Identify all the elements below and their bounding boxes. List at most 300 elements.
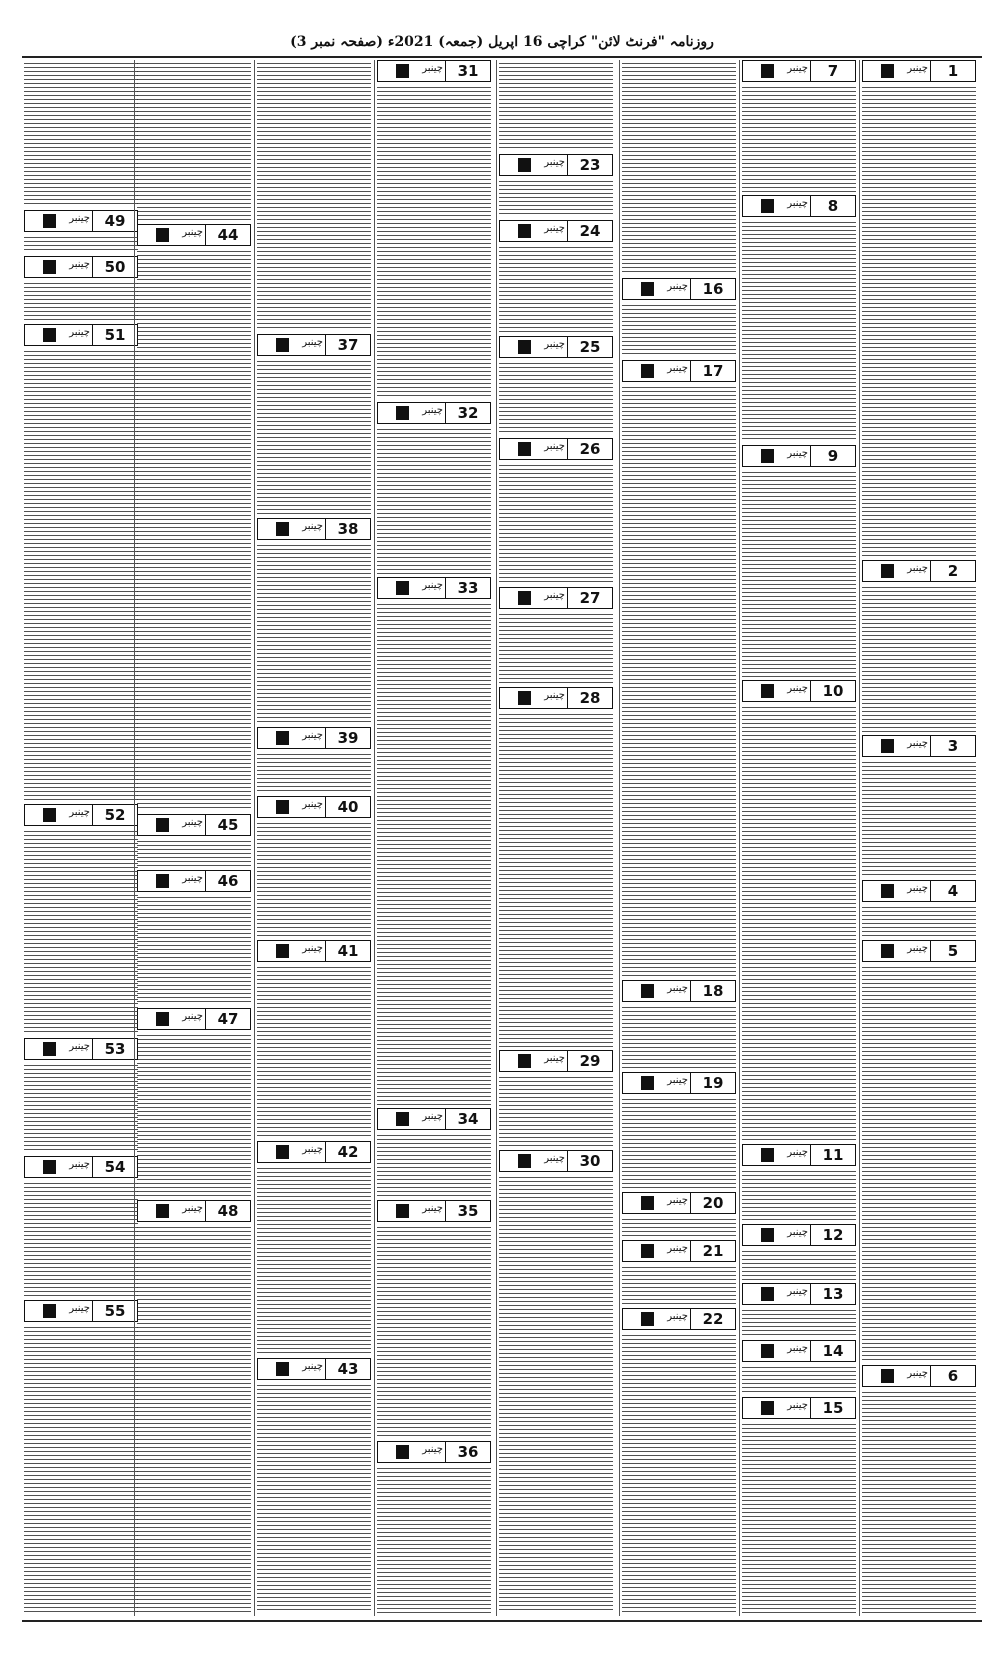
section-label: چینبر <box>182 1203 203 1214</box>
article-header-30 <box>499 1150 613 1172</box>
article-number: 25 <box>567 336 613 358</box>
article-header-35 <box>377 1200 491 1222</box>
top-rule <box>22 56 982 58</box>
article-number: 7 <box>810 60 856 82</box>
article-header-bar <box>622 1072 690 1094</box>
article-text <box>137 1035 251 1197</box>
article-number: 48 <box>205 1200 251 1222</box>
article-header-bar <box>862 880 930 902</box>
article-header-46 <box>137 870 251 892</box>
article-header-bar <box>257 940 325 962</box>
section-label: چینبر <box>302 1144 323 1155</box>
section-label: چینبر <box>302 730 323 741</box>
header-black-block <box>518 591 531 605</box>
article-header-16 <box>622 278 736 300</box>
article-text <box>257 754 371 793</box>
article-header-bar <box>377 1108 445 1130</box>
section-label: چینبر <box>69 213 90 224</box>
article-header-bar <box>622 1192 690 1214</box>
article-number: 30 <box>567 1150 613 1172</box>
header-black-block <box>761 1344 774 1358</box>
article-header-11 <box>742 1144 856 1166</box>
header-black-block <box>156 818 169 832</box>
article-text <box>377 1468 491 1613</box>
header-black-block <box>156 228 169 242</box>
article-header-bar <box>257 727 325 749</box>
article-text <box>377 1135 491 1197</box>
header-black-block <box>761 1148 774 1162</box>
article-number: 46 <box>205 870 251 892</box>
article-header-21 <box>622 1240 736 1262</box>
article-header-bar <box>499 336 567 358</box>
article-text <box>257 967 371 1138</box>
article-number: 50 <box>92 256 138 278</box>
column-separator <box>374 60 375 1616</box>
section-label: چینبر <box>69 1159 90 1170</box>
article-header-41 <box>257 940 371 962</box>
section-label: چینبر <box>907 738 928 749</box>
article-header-bar <box>622 980 690 1002</box>
article-text <box>862 587 976 732</box>
section-label: چینبر <box>302 521 323 532</box>
article-header-bar <box>257 796 325 818</box>
section-label: چینبر <box>422 1203 443 1214</box>
article-text <box>862 87 976 557</box>
article-text <box>499 614 613 684</box>
article-text <box>499 181 613 217</box>
article-header-bar <box>377 402 445 424</box>
section-label: چینبر <box>544 441 565 452</box>
article-header-bar <box>24 210 92 232</box>
section-label: چینبر <box>667 1311 688 1322</box>
header-black-block <box>518 340 531 354</box>
article-header-bar <box>622 360 690 382</box>
article-text <box>24 63 138 207</box>
article-header-bar <box>622 1308 690 1330</box>
section-label: چینبر <box>69 259 90 270</box>
article-number: 6 <box>930 1365 976 1387</box>
article-number: 9 <box>810 445 856 467</box>
article-number: 13 <box>810 1283 856 1305</box>
article-header-42 <box>257 1141 371 1163</box>
article-number: 17 <box>690 360 736 382</box>
section-label: چینبر <box>907 883 928 894</box>
header-black-block <box>43 1160 56 1174</box>
article-header-bar <box>742 1340 810 1362</box>
article-header-bar <box>377 60 445 82</box>
header-black-block <box>761 1228 774 1242</box>
article-header-bar <box>24 324 92 346</box>
column-separator <box>134 60 135 1616</box>
article-number: 8 <box>810 195 856 217</box>
article-header-40 <box>257 796 371 818</box>
section-label: چینبر <box>907 943 928 954</box>
header-black-block <box>881 1369 894 1383</box>
section-label: چینبر <box>69 1303 90 1314</box>
article-number: 22 <box>690 1308 736 1330</box>
article-number: 15 <box>810 1397 856 1419</box>
header-black-block <box>641 984 654 998</box>
section-label: چینبر <box>907 563 928 574</box>
article-header-52 <box>24 804 138 826</box>
article-number: 12 <box>810 1224 856 1246</box>
header-black-block <box>641 1312 654 1326</box>
article-header-7 <box>742 60 856 82</box>
article-text <box>137 63 251 221</box>
article-header-33 <box>377 577 491 599</box>
article-header-bar <box>742 1397 810 1419</box>
column-separator <box>254 60 255 1616</box>
article-header-26 <box>499 438 613 460</box>
article-text <box>742 1310 856 1337</box>
article-header-bar <box>742 445 810 467</box>
header-black-block <box>43 808 56 822</box>
header-black-block <box>396 64 409 78</box>
header-black-block <box>276 800 289 814</box>
article-number: 43 <box>325 1358 371 1380</box>
article-header-bar <box>499 220 567 242</box>
section-label: چینبر <box>787 63 808 74</box>
article-header-bar <box>742 195 810 217</box>
article-text <box>257 63 371 331</box>
article-header-15 <box>742 1397 856 1419</box>
section-label: چینبر <box>182 227 203 238</box>
article-number: 28 <box>567 687 613 709</box>
article-header-8 <box>742 195 856 217</box>
article-header-37 <box>257 334 371 356</box>
article-text <box>257 545 371 724</box>
header-black-block <box>761 684 774 698</box>
section-label: چینبر <box>544 690 565 701</box>
section-label: چینبر <box>69 327 90 338</box>
header-black-block <box>518 442 531 456</box>
article-header-bar <box>24 1156 92 1178</box>
article-text <box>24 831 138 1035</box>
article-text <box>622 1099 736 1189</box>
masthead: روزنامہ "فرنٹ لائن" کراچی 16 اپریل (جمعہ) 2021ء (صفحہ نمبر 3) <box>290 34 714 50</box>
header-black-block <box>518 158 531 172</box>
article-number: 44 <box>205 224 251 246</box>
article-header-29 <box>499 1050 613 1072</box>
section-label: چینبر <box>787 683 808 694</box>
header-black-block <box>156 874 169 888</box>
header-black-block <box>518 691 531 705</box>
article-header-bar <box>742 1283 810 1305</box>
article-text <box>257 1385 371 1613</box>
article-text <box>742 707 856 1141</box>
article-header-45 <box>137 814 251 836</box>
section-label: چینبر <box>667 281 688 292</box>
article-text <box>742 1171 856 1221</box>
section-label: چینبر <box>544 157 565 168</box>
section-label: چینبر <box>544 223 565 234</box>
article-number: 5 <box>930 940 976 962</box>
article-number: 2 <box>930 560 976 582</box>
article-header-bar <box>257 1358 325 1380</box>
article-header-49 <box>24 210 138 232</box>
article-header-12 <box>742 1224 856 1246</box>
article-header-bar <box>257 334 325 356</box>
section-label: چینبر <box>69 1041 90 1052</box>
article-header-2 <box>862 560 976 582</box>
article-header-53 <box>24 1038 138 1060</box>
section-label: چینبر <box>544 339 565 350</box>
header-black-block <box>761 1401 774 1415</box>
section-label: چینبر <box>69 807 90 818</box>
article-header-24 <box>499 220 613 242</box>
article-header-bar <box>24 256 92 278</box>
article-text <box>257 361 371 515</box>
article-text <box>742 1424 856 1613</box>
article-text <box>622 1219 736 1237</box>
section-label: چینبر <box>787 1147 808 1158</box>
header-black-block <box>276 338 289 352</box>
article-number: 24 <box>567 220 613 242</box>
article-text <box>622 1267 736 1305</box>
article-header-bar <box>499 154 567 176</box>
article-text <box>499 63 613 151</box>
section-label: چینبر <box>544 590 565 601</box>
article-header-43 <box>257 1358 371 1380</box>
article-number: 49 <box>92 210 138 232</box>
article-header-bar <box>137 814 205 836</box>
section-label: چینبر <box>787 1400 808 1411</box>
header-black-block <box>881 564 894 578</box>
header-black-block <box>156 1012 169 1026</box>
section-label: چینبر <box>182 817 203 828</box>
article-header-3 <box>862 735 976 757</box>
header-black-block <box>518 1154 531 1168</box>
header-black-block <box>761 1287 774 1301</box>
article-text <box>742 472 856 677</box>
article-header-bar <box>862 940 930 962</box>
column-2 <box>740 60 858 1616</box>
article-header-34 <box>377 1108 491 1130</box>
column-1 <box>860 60 978 1616</box>
bottom-rule <box>22 1620 982 1622</box>
article-header-50 <box>24 256 138 278</box>
article-text <box>742 1367 856 1394</box>
section-label: چینبر <box>544 1053 565 1064</box>
article-header-bar <box>862 1365 930 1387</box>
article-text <box>622 387 736 977</box>
article-text <box>499 1177 613 1613</box>
article-number: 35 <box>445 1200 491 1222</box>
article-number: 37 <box>325 334 371 356</box>
article-header-bar <box>499 687 567 709</box>
article-header-bar <box>24 1300 92 1322</box>
section-label: چینبر <box>422 63 443 74</box>
article-text <box>622 1335 736 1613</box>
header-black-block <box>761 449 774 463</box>
article-text <box>24 237 138 253</box>
article-header-bar <box>742 680 810 702</box>
article-header-bar <box>499 1150 567 1172</box>
article-text <box>257 1168 371 1355</box>
article-header-bar <box>257 1141 325 1163</box>
header-black-block <box>43 1042 56 1056</box>
column-separator <box>739 60 740 1616</box>
section-label: چینبر <box>667 1075 688 1086</box>
article-number: 55 <box>92 1300 138 1322</box>
article-text <box>24 283 138 321</box>
article-number: 23 <box>567 154 613 176</box>
article-header-51 <box>24 324 138 346</box>
header-black-block <box>641 282 654 296</box>
article-text <box>137 1227 251 1613</box>
header-black-block <box>276 522 289 536</box>
column-8 <box>22 60 140 1616</box>
article-header-32 <box>377 402 491 424</box>
column-separator <box>496 60 497 1616</box>
article-number: 18 <box>690 980 736 1002</box>
article-header-18 <box>622 980 736 1002</box>
article-header-19 <box>622 1072 736 1094</box>
article-header-14 <box>742 1340 856 1362</box>
article-header-31 <box>377 60 491 82</box>
article-header-bar <box>742 60 810 82</box>
article-text <box>499 363 613 435</box>
article-header-13 <box>742 1283 856 1305</box>
article-number: 27 <box>567 587 613 609</box>
header-black-block <box>276 1362 289 1376</box>
article-text <box>257 823 371 937</box>
article-header-27 <box>499 587 613 609</box>
article-text <box>137 251 251 811</box>
header-black-block <box>881 944 894 958</box>
article-header-6 <box>862 1365 976 1387</box>
header-black-block <box>156 1204 169 1218</box>
article-number: 1 <box>930 60 976 82</box>
article-header-bar <box>257 518 325 540</box>
article-header-17 <box>622 360 736 382</box>
article-header-54 <box>24 1156 138 1178</box>
section-label: چینبر <box>787 1227 808 1238</box>
article-header-44 <box>137 224 251 246</box>
article-text <box>862 907 976 937</box>
article-number: 33 <box>445 577 491 599</box>
header-black-block <box>43 1304 56 1318</box>
article-text <box>24 1183 138 1297</box>
article-text <box>377 429 491 574</box>
article-header-38 <box>257 518 371 540</box>
article-header-20 <box>622 1192 736 1214</box>
section-label: چینبر <box>302 943 323 954</box>
article-header-bar <box>622 278 690 300</box>
article-number: 38 <box>325 518 371 540</box>
article-number: 47 <box>205 1008 251 1030</box>
header-black-block <box>276 944 289 958</box>
column-separator <box>859 60 860 1616</box>
section-label: چینبر <box>787 198 808 209</box>
article-number: 53 <box>92 1038 138 1060</box>
header-black-block <box>43 260 56 274</box>
article-text <box>499 1077 613 1147</box>
section-label: چینبر <box>787 1343 808 1354</box>
article-header-4 <box>862 880 976 902</box>
article-header-9 <box>742 445 856 467</box>
article-text <box>742 1251 856 1280</box>
header-black-block <box>518 1054 531 1068</box>
article-text <box>742 222 856 442</box>
article-header-5 <box>862 940 976 962</box>
article-text <box>24 1327 138 1613</box>
section-label: چینبر <box>422 1444 443 1455</box>
section-label: چینبر <box>544 1153 565 1164</box>
article-text <box>622 305 736 357</box>
article-number: 19 <box>690 1072 736 1094</box>
article-header-10 <box>742 680 856 702</box>
section-label: چینبر <box>422 1111 443 1122</box>
column-4 <box>497 60 615 1616</box>
article-header-22 <box>622 1308 736 1330</box>
article-header-bar <box>137 1200 205 1222</box>
article-number: 26 <box>567 438 613 460</box>
article-header-39 <box>257 727 371 749</box>
article-number: 20 <box>690 1192 736 1214</box>
article-number: 21 <box>690 1240 736 1262</box>
article-number: 10 <box>810 680 856 702</box>
article-number: 29 <box>567 1050 613 1072</box>
section-label: چینبر <box>182 873 203 884</box>
column-5 <box>375 60 493 1616</box>
header-black-block <box>396 1445 409 1459</box>
section-label: چینبر <box>302 337 323 348</box>
header-black-block <box>881 739 894 753</box>
header-black-block <box>641 1076 654 1090</box>
section-label: چینبر <box>422 405 443 416</box>
article-header-bar <box>377 1200 445 1222</box>
header-black-block <box>396 1112 409 1126</box>
column-3 <box>620 60 738 1616</box>
header-black-block <box>761 64 774 78</box>
article-number: 41 <box>325 940 371 962</box>
article-number: 54 <box>92 1156 138 1178</box>
column-6 <box>255 60 373 1616</box>
article-number: 52 <box>92 804 138 826</box>
section-label: چینبر <box>667 1243 688 1254</box>
article-header-48 <box>137 1200 251 1222</box>
article-header-bar <box>377 577 445 599</box>
column-separator <box>619 60 620 1616</box>
article-header-bar <box>622 1240 690 1262</box>
article-header-bar <box>24 1038 92 1060</box>
section-label: چینبر <box>667 983 688 994</box>
header-black-block <box>641 364 654 378</box>
article-number: 11 <box>810 1144 856 1166</box>
article-header-1 <box>862 60 976 82</box>
article-text <box>862 967 976 1362</box>
article-number: 39 <box>325 727 371 749</box>
header-black-block <box>641 1196 654 1210</box>
article-header-bar <box>137 870 205 892</box>
article-number: 34 <box>445 1108 491 1130</box>
article-header-23 <box>499 154 613 176</box>
header-black-block <box>761 199 774 213</box>
article-text <box>24 351 138 801</box>
article-text <box>24 1065 138 1153</box>
article-number: 42 <box>325 1141 371 1163</box>
article-header-bar <box>137 224 205 246</box>
article-text <box>377 87 491 399</box>
section-label: چینبر <box>787 448 808 459</box>
article-number: 16 <box>690 278 736 300</box>
article-text <box>742 87 856 192</box>
article-number: 36 <box>445 1441 491 1463</box>
section-label: چینبر <box>907 63 928 74</box>
article-number: 40 <box>325 796 371 818</box>
article-number: 4 <box>930 880 976 902</box>
